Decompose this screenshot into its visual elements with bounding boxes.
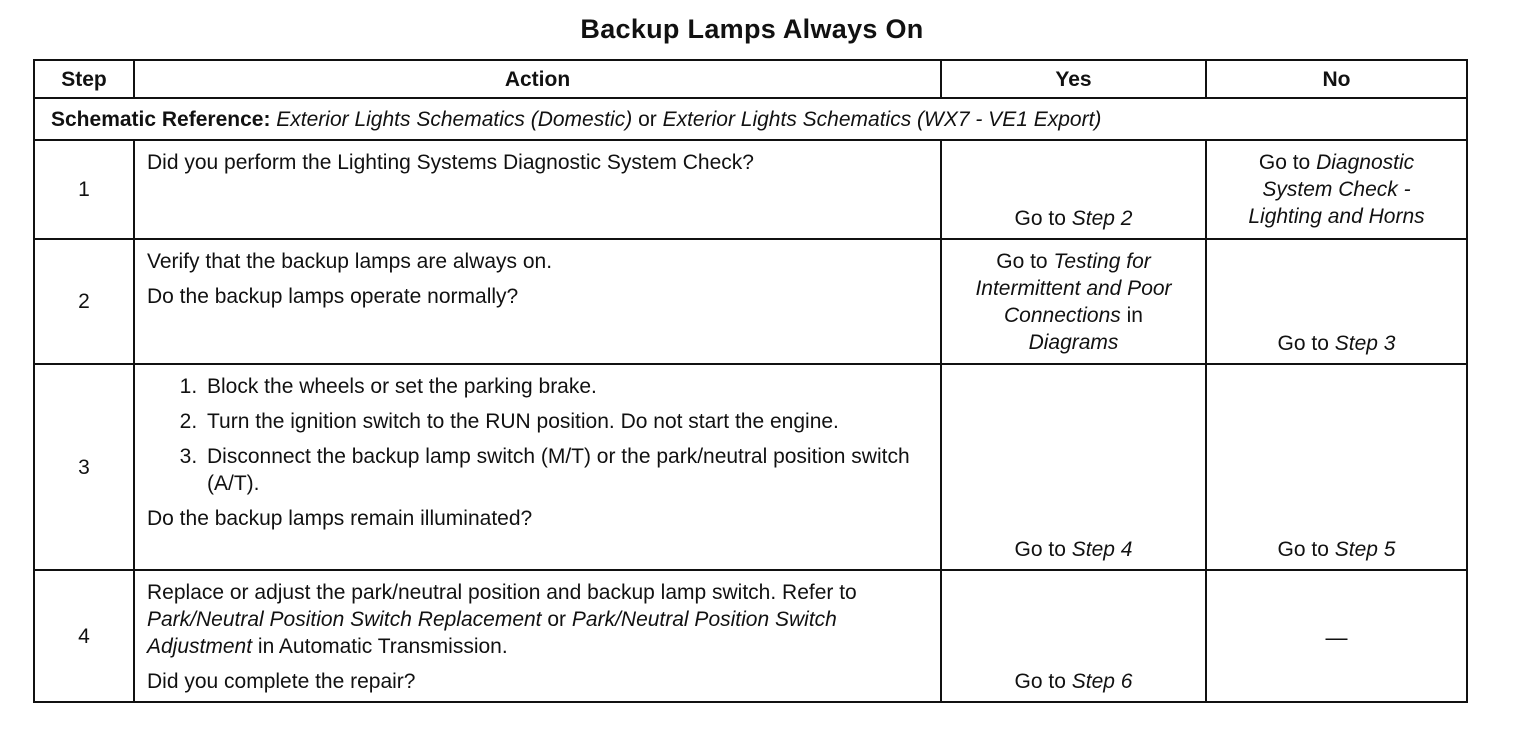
step-number: 2 xyxy=(34,239,134,364)
yes-target-link[interactable]: Connections xyxy=(1004,304,1121,327)
column-header-step: Step xyxy=(34,60,134,98)
yes-prefix: Go to xyxy=(1014,207,1066,230)
yes-cell xyxy=(941,239,1206,364)
list-item: 2. Turn the ignition switch to the RUN position. Do not start the engine. xyxy=(203,408,932,435)
schematic-link-domestic[interactable]: Exterior Lights Schematics (Domestic) xyxy=(276,107,633,131)
table-row-step-1 xyxy=(34,140,1467,239)
step-list xyxy=(147,373,932,497)
yes-target-link[interactable]: Step 2 xyxy=(1071,207,1133,230)
action-cell xyxy=(134,239,941,364)
yes-target-link[interactable]: Diagrams xyxy=(1028,331,1119,354)
yes-target-link[interactable]: Step 4 xyxy=(1071,538,1133,561)
yes-prefix: Go to xyxy=(1014,670,1066,693)
yes-cell xyxy=(941,364,1206,570)
schematic-connector: or xyxy=(638,107,657,131)
step-question: Did you perform the Lighting Systems Diagnostic System Check? xyxy=(147,151,754,174)
step-number: 4 xyxy=(34,570,134,702)
table-row-step-4 xyxy=(34,570,1467,702)
yes-target-link[interactable]: Testing for xyxy=(1053,250,1151,273)
step-instruction: Replace or adjust the park/neutral position and backup lamp switch. Refer to Park/Neutral Position Switch Replacement or Park/Neutral Position Switch Adjustment in Automatic Transmission. xyxy=(147,581,857,658)
column-header-action: Action xyxy=(134,60,941,98)
yes-target-link[interactable]: Intermittent and Poor xyxy=(975,277,1172,300)
step-question: Do the backup lamps operate normally? xyxy=(147,285,519,308)
no-prefix: Go to xyxy=(1277,538,1329,561)
header-row xyxy=(34,60,1467,98)
step-instruction: Verify that the backup lamps are always on. xyxy=(147,250,553,273)
no-prefix: Go to xyxy=(1277,332,1329,355)
yes-cell xyxy=(941,570,1206,702)
yes-mid: in xyxy=(1126,304,1143,327)
step-number: 3 xyxy=(34,364,134,570)
action-cell xyxy=(134,140,941,239)
column-header-yes: Yes xyxy=(941,60,1206,98)
no-target-link[interactable]: Step 5 xyxy=(1334,538,1396,561)
yes-target-link[interactable]: Step 6 xyxy=(1071,670,1133,693)
schematic-reference xyxy=(34,98,1467,140)
no-target-link[interactable]: Step 3 xyxy=(1334,332,1396,355)
no-target-link[interactable]: Diagnostic System Check - Lighting and Horns xyxy=(1248,151,1425,228)
no-cell xyxy=(1206,239,1467,364)
column-header-no: No xyxy=(1206,60,1467,98)
yes-prefix: Go to xyxy=(1014,538,1066,561)
yes-cell xyxy=(941,140,1206,239)
diagnostic-table xyxy=(33,59,1468,703)
list-item: 3. Disconnect the backup lamp switch (M/T) or the park/neutral position switch (A/T). xyxy=(203,443,932,497)
step-number: 1 xyxy=(34,140,134,239)
instruction-link-replacement[interactable]: Park/Neutral Position Switch Replacement xyxy=(147,608,542,631)
instruction-link-adjustment[interactable]: Park/Neutral Position Switch Adjustment xyxy=(147,608,837,658)
no-cell xyxy=(1206,364,1467,570)
no-prefix: Go to xyxy=(1258,151,1311,174)
step-question: Do the backup lamps remain illuminated? xyxy=(147,507,533,530)
yes-prefix: Go to xyxy=(996,250,1048,273)
list-item: 1. Block the wheels or set the parking brake. xyxy=(203,373,932,400)
schematic-reference-row xyxy=(34,98,1467,140)
table-row-step-2 xyxy=(34,239,1467,364)
schematic-link-export[interactable]: Exterior Lights Schematics (WX7 - VE1 Export) xyxy=(662,107,1102,131)
table-row-step-3 xyxy=(34,364,1467,570)
action-cell xyxy=(134,364,941,570)
step-question: Did you complete the repair? xyxy=(147,670,416,693)
no-cell: — xyxy=(1206,570,1467,702)
action-cell xyxy=(134,570,941,702)
no-cell xyxy=(1206,140,1467,239)
schematic-reference-label: Schematic Reference: xyxy=(51,107,271,131)
page-title: Backup Lamps Always On xyxy=(580,14,924,44)
